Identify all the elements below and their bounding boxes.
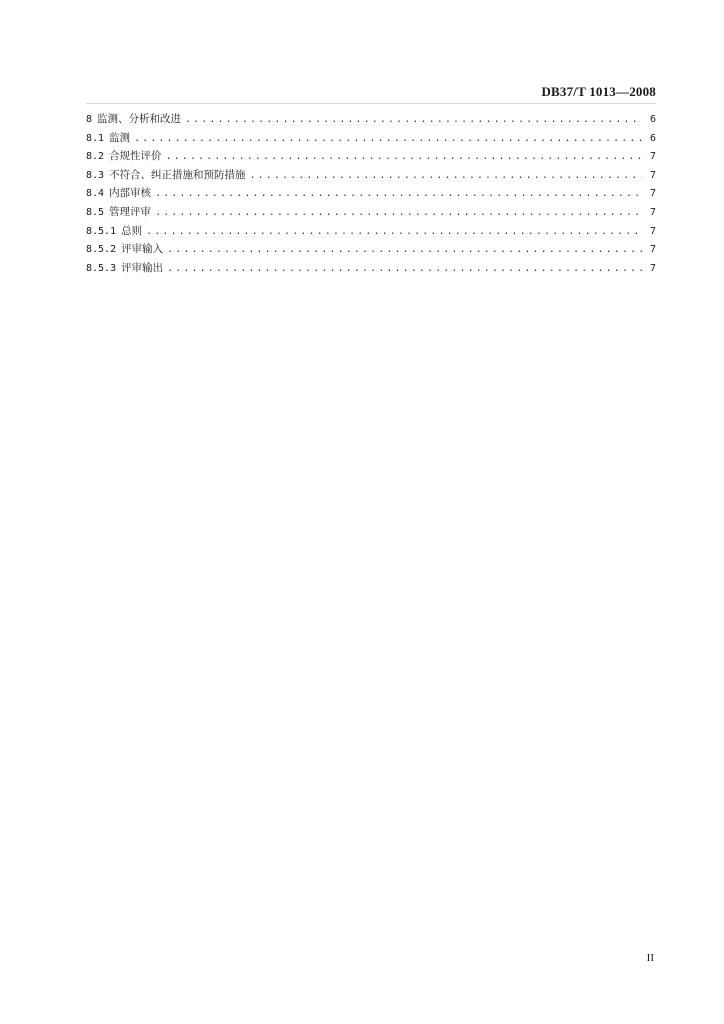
toc-dot-leader [250, 167, 642, 186]
toc-entry-title: 内部审核 [109, 187, 152, 200]
toc-entry-number: 8.3 [86, 169, 105, 181]
toc-entry-number: 8.5.2 [86, 244, 117, 256]
toc-entry[interactable] [86, 110, 656, 129]
toc-entry-number: 8.5.1 [86, 225, 117, 237]
toc-dot-leader [167, 241, 642, 260]
toc-entry-page: 7 [649, 244, 656, 256]
toc-entry-page: 7 [649, 262, 656, 274]
toc-entry-page: 6 [649, 132, 656, 144]
toc-entry-title: 监测 [109, 131, 131, 144]
table-of-contents [86, 110, 656, 277]
toc-entry[interactable] [86, 240, 656, 259]
toc-entry[interactable] [86, 184, 656, 203]
toc-entry[interactable] [86, 147, 656, 166]
toc-entry-page: 7 [649, 225, 656, 237]
toc-dot-leader [155, 185, 642, 204]
toc-entry[interactable] [86, 203, 656, 222]
toc-entry-number: 8.5 [86, 206, 105, 218]
toc-entry[interactable] [86, 259, 656, 278]
toc-entry-title: 总则 [121, 224, 143, 237]
toc-dot-leader [167, 260, 642, 279]
toc-dot-leader [155, 204, 642, 223]
toc-dot-leader [166, 148, 642, 167]
toc-entry-title: 监测、分析和改进 [97, 113, 182, 125]
toc-dot-leader [134, 130, 642, 149]
toc-entry-title: 合规性评价 [109, 150, 162, 163]
toc-entry-page: 7 [649, 151, 656, 163]
toc-dot-leader [185, 111, 642, 130]
standard-number-header: DB37/T 1013—2008 [541, 84, 656, 99]
toc-entry[interactable] [86, 222, 656, 241]
toc-entry[interactable] [86, 166, 656, 185]
toc-entry-page: 6 [649, 114, 656, 125]
header-rule [86, 103, 656, 104]
page-folio: II [646, 952, 654, 964]
toc-entry-number: 8 [86, 114, 93, 125]
toc-entry-title: 评审输出 [121, 261, 164, 274]
toc-entry-page: 7 [649, 169, 656, 181]
toc-entry-title: 评审输入 [121, 243, 164, 256]
toc-entry-number: 8.4 [86, 188, 105, 200]
toc-entry[interactable] [86, 129, 656, 148]
toc-entry-title: 不符合、纠正措施和预防措施 [109, 168, 246, 181]
toc-entry-page: 7 [649, 206, 656, 218]
toc-entry-number: 8.1 [86, 132, 105, 144]
toc-dot-leader [146, 223, 642, 242]
toc-entry-title: 管理评审 [109, 205, 152, 218]
toc-entry-number: 8.2 [86, 151, 105, 163]
toc-entry-number: 8.5.3 [86, 262, 117, 274]
toc-entry-page: 7 [649, 188, 656, 200]
